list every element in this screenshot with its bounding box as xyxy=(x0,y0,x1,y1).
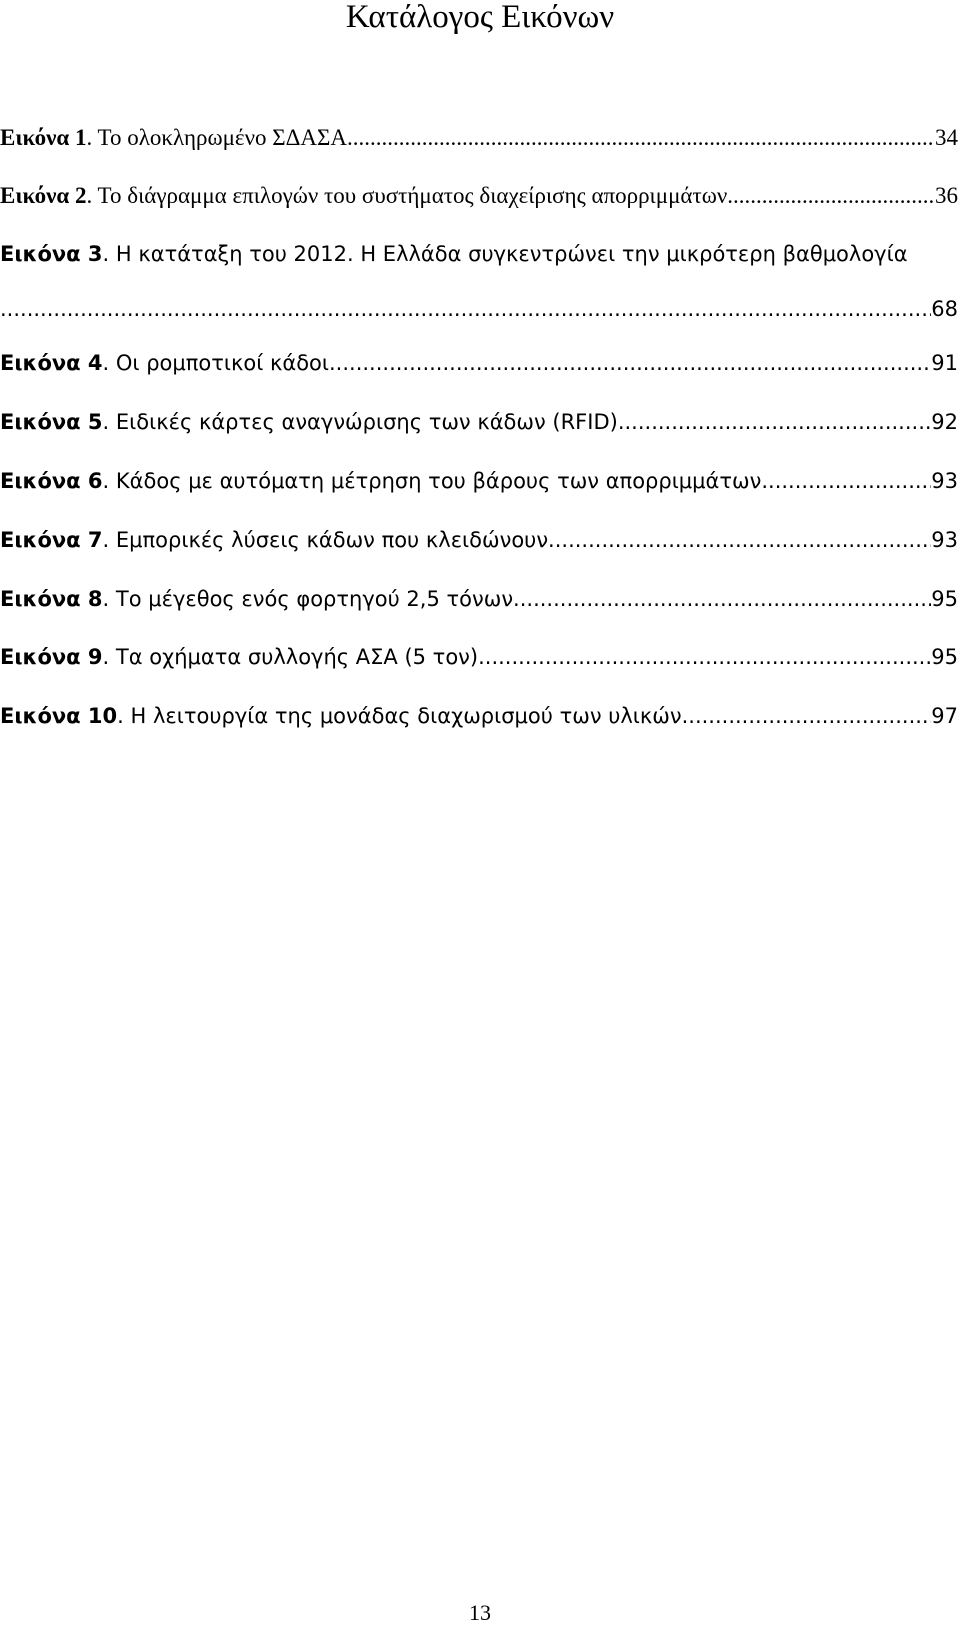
figure-caption: . Κάδος με αυτόματη μέτρηση του βάρους των απορριμμάτων xyxy=(102,469,762,493)
toc-entry-6[interactable] xyxy=(0,467,958,495)
dot-leader xyxy=(513,585,931,613)
figure-caption: . Οι ρομποτικοί κάδοι xyxy=(102,351,329,375)
dot-leader xyxy=(548,526,931,554)
page-ref: 95 xyxy=(931,587,958,611)
dot-leader xyxy=(329,349,931,377)
figure-caption: . Εμπορικές λύσεις κάδων που κλειδώνουν xyxy=(102,528,549,552)
dot-leader xyxy=(478,643,931,671)
dot-leader xyxy=(727,182,935,210)
toc-entry-10[interactable] xyxy=(0,702,958,730)
figure-caption: . Τα οχήματα συλλογής ΑΣΑ (5 τον) xyxy=(102,645,479,669)
figure-label: Εικόνα 5 xyxy=(0,410,103,434)
figure-caption: . Ειδικές κάρτες αναγνώρισης των κάδων (RFID) xyxy=(102,410,618,434)
page-ref: 36 xyxy=(935,183,958,208)
figure-label: Εικόνα 9 xyxy=(0,645,103,669)
page-ref: 68 xyxy=(931,297,958,321)
toc-entry-9[interactable] xyxy=(0,643,958,671)
page-ref: 34 xyxy=(935,125,958,150)
toc-entry-3-continuation[interactable] xyxy=(0,295,958,323)
toc-entry-8[interactable] xyxy=(0,585,958,613)
figure-label: Εικόνα 8 xyxy=(0,587,103,611)
dot-leader xyxy=(0,295,931,323)
figure-caption: . Η κατάταξη του 2012. Η Ελλάδα συγκεντρώνει την μικρότερη βαθμολογία xyxy=(102,242,908,266)
toc-entry-4[interactable] xyxy=(0,349,958,377)
page-ref: 92 xyxy=(931,410,958,434)
page-ref: 93 xyxy=(931,469,958,493)
figure-label: Εικόνα 7 xyxy=(0,528,103,552)
page-number: 13 xyxy=(469,1600,491,1625)
figure-label: Εικόνα 1 xyxy=(0,125,87,150)
page-ref: 97 xyxy=(931,704,958,728)
figure-label: Εικόνα 6 xyxy=(0,469,103,493)
figure-label: Εικόνα 2 xyxy=(0,183,87,208)
dot-leader xyxy=(682,702,932,730)
dot-leader xyxy=(618,408,931,436)
page-ref: 95 xyxy=(931,645,958,669)
page-title: Κατάλογος Εικόνων xyxy=(345,0,615,35)
toc-entry-1[interactable] xyxy=(0,124,958,152)
toc-entry-2[interactable] xyxy=(0,182,958,210)
toc-entry-3[interactable] xyxy=(0,240,958,268)
dot-leader xyxy=(347,124,935,152)
figure-label: Εικόνα 10 xyxy=(0,704,118,728)
figure-caption: . Η λειτουργία της μονάδας διαχωρισμού των υλικών xyxy=(117,704,682,728)
page-ref: 93 xyxy=(931,528,958,552)
figure-caption: . Το μέγεθος ενός φορτηγού 2,5 τόνων xyxy=(102,587,514,611)
figure-caption: . Το διάγραμμα επιλογών του συστήματος διαχείρισης απορριμμάτων xyxy=(86,183,728,208)
figure-label: Εικόνα 4 xyxy=(0,351,103,375)
figure-caption: . Το ολοκληρωμένο ΣΔΑΣΑ xyxy=(86,125,348,150)
toc-entry-7[interactable] xyxy=(0,526,958,554)
dot-leader xyxy=(761,467,931,495)
figure-label: Εικόνα 3 xyxy=(0,242,103,266)
toc-entry-5[interactable] xyxy=(0,408,958,436)
page-ref: 91 xyxy=(931,351,958,375)
